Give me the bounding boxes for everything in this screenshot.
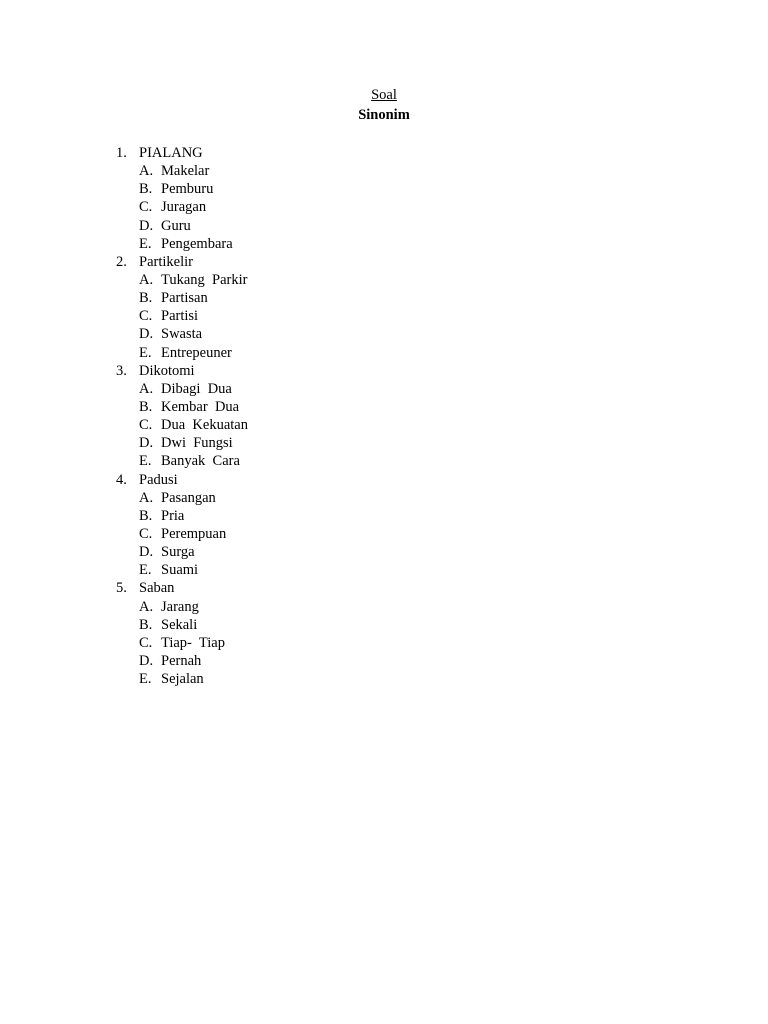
question-number: 3. — [116, 362, 127, 379]
option-text: Makelar — [161, 163, 210, 180]
option-text: Dwi Fungsi — [161, 435, 233, 452]
option-text: Pria — [161, 507, 185, 524]
option-letter: C. — [139, 417, 153, 434]
option-text: Jarang — [161, 598, 199, 615]
option-letter: C. — [139, 199, 153, 216]
document-subtitle: Sinonim — [358, 107, 410, 123]
option-text: Sekali — [161, 616, 198, 633]
option-letter: E. — [139, 671, 152, 688]
question-word: Padusi — [139, 471, 178, 488]
option-text: Dibagi Dua — [161, 380, 232, 397]
question-word: Dikotomi — [139, 362, 195, 379]
option-letter: D. — [139, 217, 154, 234]
option-letter: E. — [139, 235, 152, 252]
option-text: Perempuan — [161, 525, 227, 542]
option-letter: B. — [139, 398, 153, 415]
option-text: Partisi — [161, 308, 199, 325]
option-text: Banyak Cara — [161, 453, 240, 470]
option-text: Sejalan — [161, 671, 204, 688]
option-letter: A. — [139, 489, 154, 506]
option-text: Tiap- Tiap — [161, 634, 225, 651]
option-text: Partisan — [161, 290, 208, 307]
option-letter: D. — [139, 435, 154, 452]
question-word: PIALANG — [139, 145, 203, 161]
option-text: Tukang Parkir — [161, 271, 248, 288]
question-number: 4. — [116, 471, 127, 488]
option-letter: B. — [139, 290, 153, 307]
option-letter: C. — [139, 634, 153, 651]
option-letter: E. — [139, 562, 152, 579]
option-letter: A. — [139, 271, 154, 288]
option-letter: A. — [139, 380, 154, 397]
option-text: Swasta — [161, 326, 203, 343]
question-number: 2. — [116, 253, 127, 270]
document-title: Soal — [371, 87, 397, 103]
option-text: Suami — [161, 562, 199, 579]
option-letter: E. — [139, 344, 152, 361]
option-text: Kembar Dua — [161, 398, 240, 415]
option-text: Entrepeuner — [161, 344, 232, 361]
option-text: Pasangan — [161, 489, 216, 506]
option-letter: D. — [139, 652, 154, 669]
question-number: 1. — [116, 145, 127, 161]
option-letter: D. — [139, 326, 154, 343]
option-text: Pengembara — [161, 235, 233, 252]
option-letter: A. — [139, 163, 154, 180]
option-letter: B. — [139, 181, 153, 198]
option-text: Guru — [161, 217, 191, 234]
option-letter: A. — [139, 598, 154, 615]
option-letter: B. — [139, 616, 153, 633]
question-word: Saban — [139, 580, 175, 597]
option-letter: D. — [139, 544, 154, 561]
option-letter: C. — [139, 525, 153, 542]
option-text: Surga — [161, 544, 195, 561]
option-text: Dua Kekuatan — [161, 417, 248, 434]
option-text: Pernah — [161, 652, 202, 669]
question-word: Partikelir — [139, 253, 193, 270]
option-text: Juragan — [161, 199, 207, 216]
option-letter: C. — [139, 308, 153, 325]
option-text: Pemburu — [161, 181, 214, 198]
option-letter: B. — [139, 507, 153, 524]
option-letter: E. — [139, 453, 152, 470]
question-number: 5. — [116, 580, 127, 597]
